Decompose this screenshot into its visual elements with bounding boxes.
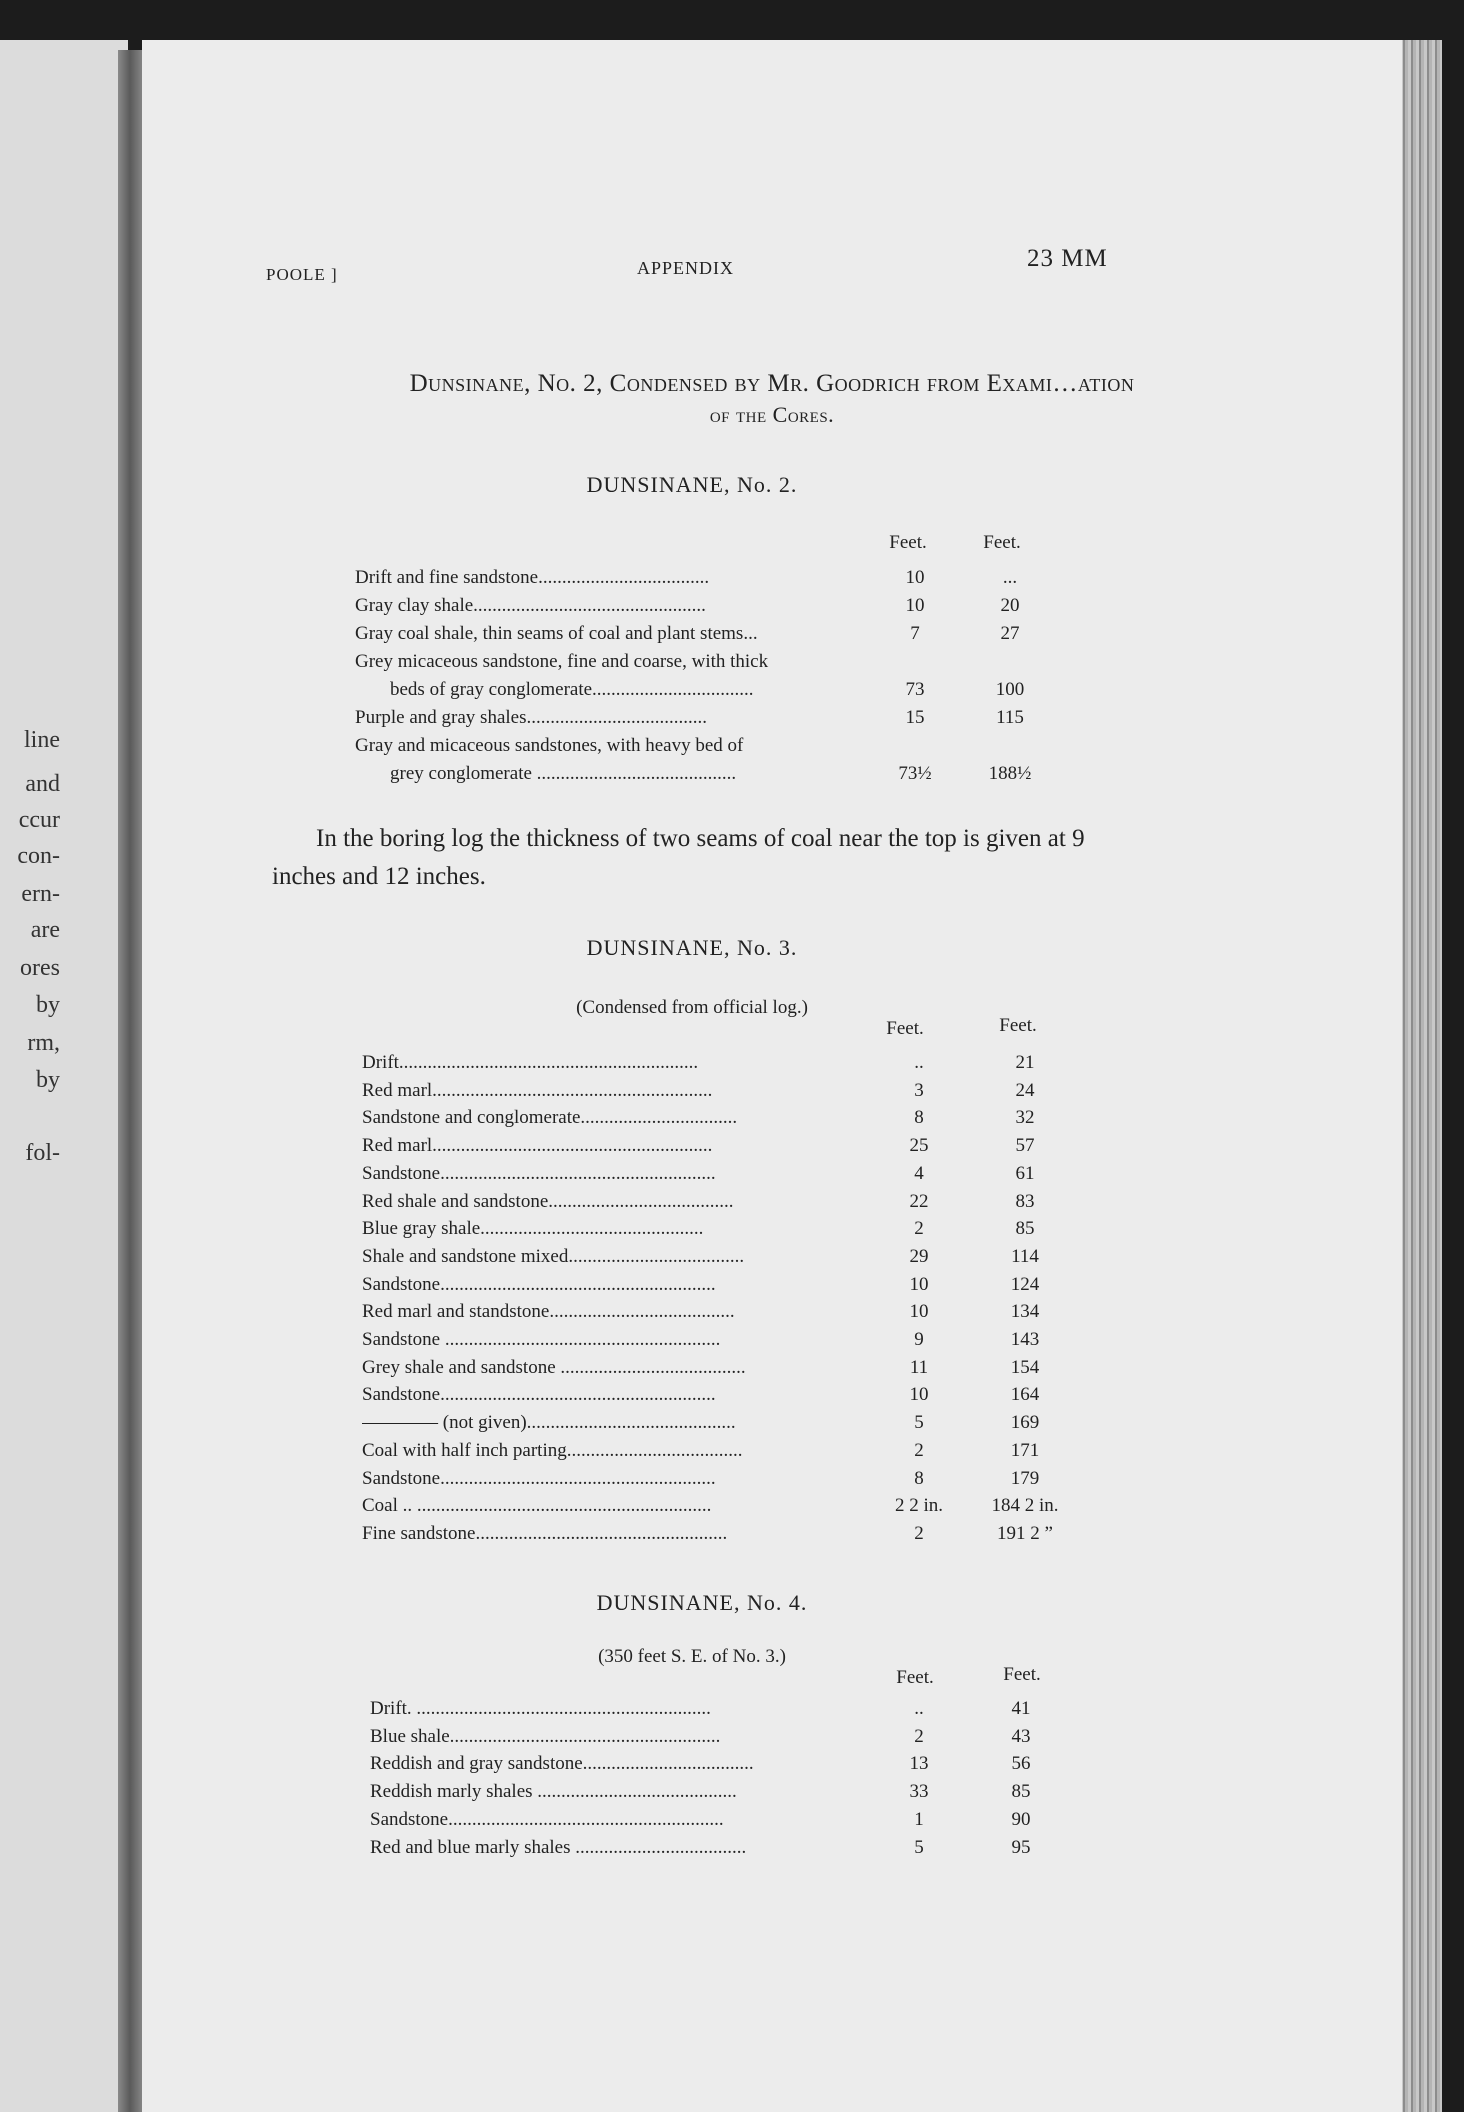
- row-thickness: 2: [914, 1218, 924, 1240]
- row-thickness: 5: [914, 1836, 924, 1858]
- row-label: Purple and gray shales......................................: [355, 707, 707, 728]
- row-depth: 143: [1010, 1329, 1040, 1350]
- row-depth: 27: [1000, 623, 1020, 644]
- table-row: [362, 1080, 1082, 1108]
- table-row: [355, 707, 1055, 735]
- table-row: [362, 1523, 1082, 1551]
- left-page-fragment: by: [36, 1067, 60, 1093]
- row-thickness: 13: [909, 1753, 929, 1775]
- table-row: [355, 595, 1055, 623]
- row-label: Gray coal shale, thin seams of coal and plant stems...: [355, 623, 758, 644]
- row-depth: 115: [996, 707, 1024, 728]
- left-page-fragment: are: [30, 917, 60, 943]
- col-header-feet-3b: Feet.: [999, 1015, 1037, 1036]
- left-page-fragment: rm,: [27, 1030, 60, 1056]
- row-thickness: 15: [905, 707, 925, 728]
- section-heading-4: DUNSINANE, No. 4.: [596, 1590, 808, 1615]
- row-label: Blue gray shale...............................................: [362, 1218, 704, 1240]
- row-thickness: 8: [914, 1107, 924, 1129]
- row-label: Drift. ..............................................................: [370, 1698, 711, 1719]
- left-page-fragment: line: [24, 727, 60, 753]
- row-label: Drift...............................................................: [362, 1052, 699, 1073]
- row-label: Sandstone..........................................................: [362, 1384, 716, 1406]
- table-row: [362, 1191, 1082, 1219]
- table-row: [362, 1412, 1082, 1440]
- row-depth: 57: [1015, 1135, 1035, 1157]
- row-depth: 95: [1011, 1836, 1031, 1858]
- col-header-feet-1: Feet.: [889, 532, 927, 553]
- row-label: Red marl...........................................................: [362, 1079, 713, 1101]
- row-label: Sandstone..........................................................: [370, 1808, 724, 1830]
- row-depth: 32: [1015, 1107, 1035, 1129]
- row-depth: 21: [1015, 1052, 1035, 1073]
- row-depth: 85: [1015, 1218, 1035, 1240]
- table-row: [362, 1135, 1082, 1163]
- row-label: Fine sandstone.....................................................: [362, 1522, 728, 1544]
- row-label: Gray and micaceous sandstones, with heavy bed of: [355, 735, 744, 756]
- row-depth: 43: [1011, 1725, 1031, 1747]
- table-row: [390, 763, 1055, 791]
- table-row: [362, 1301, 1082, 1329]
- section-note-4: (350 feet S. E. of No. 3.): [598, 1646, 786, 1667]
- table-row: [362, 1440, 1082, 1468]
- row-depth: 154: [1010, 1356, 1040, 1378]
- table-row: [362, 1274, 1082, 1302]
- table-row: [362, 1384, 1082, 1412]
- row-depth: 24: [1015, 1079, 1035, 1101]
- row-label: Sandstone..........................................................: [362, 1467, 716, 1489]
- table-row: [370, 1781, 1090, 1809]
- row-thickness: ..: [914, 1698, 924, 1719]
- row-thickness: 7: [910, 623, 920, 644]
- row-thickness: 22: [909, 1190, 929, 1212]
- row-thickness: 8: [914, 1467, 924, 1489]
- row-thickness: 10: [909, 1301, 929, 1323]
- row-thickness: 10: [909, 1273, 929, 1295]
- table-row: [362, 1163, 1082, 1191]
- row-depth: ...: [1002, 567, 1018, 588]
- table-row: [362, 1052, 1082, 1080]
- table-row: [355, 651, 1055, 679]
- page-number: 23 MM: [1027, 245, 1108, 272]
- left-page-fragment: ores: [20, 955, 60, 981]
- row-thickness: 9: [914, 1329, 924, 1350]
- row-label: Sandstone ..........................................................: [362, 1329, 721, 1350]
- table-row: [362, 1329, 1082, 1357]
- row-label: Red shale and sandstone.......................................: [362, 1190, 734, 1212]
- table-row: [362, 1246, 1082, 1274]
- table-row: [370, 1726, 1090, 1754]
- section-heading-3: DUNSINANE, No. 3.: [586, 935, 798, 960]
- row-depth: 184 2 in.: [991, 1495, 1059, 1517]
- table-row: [370, 1837, 1090, 1865]
- table-row: [362, 1218, 1082, 1246]
- row-label: Sandstone and conglomerate.................................: [362, 1107, 738, 1129]
- table-row: [362, 1107, 1082, 1135]
- row-thickness: ..: [914, 1052, 924, 1073]
- row-depth: 83: [1015, 1190, 1035, 1212]
- section-note-3: (Condensed from official log.): [576, 997, 808, 1018]
- row-depth: 90: [1011, 1808, 1031, 1830]
- row-thickness: 29: [909, 1245, 929, 1267]
- table-row: [370, 1809, 1090, 1837]
- row-depth: 56: [1011, 1753, 1031, 1775]
- row-thickness: 25: [909, 1135, 929, 1157]
- col-header-feet-4b: Feet.: [1003, 1664, 1041, 1685]
- row-label: Red marl and standstone.......................................: [362, 1301, 735, 1323]
- row-thickness: 2: [914, 1522, 924, 1544]
- col-header-feet-2: Feet.: [983, 532, 1021, 553]
- row-label: Red and blue marly shales ....................................: [370, 1836, 747, 1858]
- row-depth: 41: [1011, 1698, 1031, 1719]
- row-depth: 85: [1011, 1781, 1031, 1803]
- running-head-center: APPENDIX: [637, 258, 735, 278]
- row-thickness: 10: [905, 595, 925, 616]
- row-label: beds of gray conglomerate..................................: [390, 679, 754, 700]
- row-label: Drift and fine sandstone....................................: [355, 567, 710, 588]
- row-label: ———— (not given)............................................: [362, 1412, 736, 1434]
- row-label: Red marl...........................................................: [362, 1135, 713, 1157]
- row-label: Blue shale.........................................................: [370, 1725, 721, 1747]
- left-page-fragment: ern-: [21, 881, 60, 907]
- row-depth: 191 2 ”: [997, 1522, 1053, 1544]
- table-row: [370, 1698, 1090, 1726]
- table-row: [355, 567, 1055, 595]
- table-row: [390, 679, 1055, 707]
- row-depth: 164: [1010, 1384, 1040, 1406]
- paragraph: In the boring log the thickness of two seams of coal near the top is given at 9 inches and 12 inches.: [272, 825, 1085, 890]
- row-thickness: 73½: [898, 763, 932, 784]
- row-depth: 134: [1010, 1301, 1040, 1323]
- row-label: Gray clay shale.................................................: [355, 595, 706, 616]
- row-depth: 171: [1010, 1439, 1040, 1461]
- row-label: Sandstone..........................................................: [362, 1162, 716, 1184]
- row-depth: 179: [1010, 1467, 1040, 1489]
- row-label: Grey shale and sandstone .......................................: [362, 1356, 746, 1378]
- running-head-left: POOLE ]: [266, 265, 338, 284]
- left-page-fragment: con-: [17, 843, 60, 869]
- row-label: Grey micaceous sandstone, fine and coarse, with thick: [355, 651, 769, 672]
- row-thickness: 2 2 in.: [894, 1495, 944, 1517]
- left-page-fragment: and: [25, 771, 60, 797]
- row-label: Reddish and gray sandstone....................................: [370, 1753, 754, 1775]
- left-page-fragment: ccur: [18, 807, 60, 833]
- row-label: Sandstone..........................................................: [362, 1273, 716, 1295]
- table-row: [362, 1357, 1082, 1385]
- section-heading-2: DUNSINANE, No. 2.: [586, 472, 798, 497]
- row-depth: 188½: [988, 763, 1032, 784]
- table-row: [370, 1753, 1090, 1781]
- row-depth: 124: [1010, 1273, 1040, 1295]
- row-thickness: 73: [905, 679, 925, 700]
- row-thickness: 4: [914, 1162, 924, 1184]
- book-page: [142, 40, 1402, 2112]
- row-label: Reddish marly shales ..........................................: [370, 1781, 737, 1803]
- row-depth: 20: [1000, 595, 1020, 616]
- row-thickness: 1: [914, 1808, 924, 1830]
- page-title-line2: of the Cores.: [709, 402, 835, 427]
- row-depth: 169: [1010, 1412, 1040, 1434]
- left-page-fragment: fol-: [25, 1140, 60, 1166]
- row-label: Coal .. ..............................................................: [362, 1495, 712, 1517]
- col-header-feet-3a: Feet.: [886, 1018, 924, 1039]
- row-depth: 100: [995, 679, 1025, 700]
- page-title-line1: Dunsinane, No. 2, Condensed by Mr. Goodrich from Exami…ation: [409, 370, 1135, 397]
- row-thickness: 10: [909, 1384, 929, 1406]
- table-row: [355, 735, 1055, 763]
- table-row: [362, 1468, 1082, 1496]
- row-thickness: 2: [914, 1725, 924, 1747]
- row-thickness: 33: [909, 1781, 929, 1803]
- table-row: [355, 623, 1055, 651]
- row-thickness: 2: [914, 1439, 924, 1461]
- row-label: Coal with half inch parting.....................................: [362, 1439, 743, 1461]
- row-label: grey conglomerate ..........................................: [390, 763, 737, 784]
- row-thickness: 3: [914, 1079, 924, 1101]
- col-header-feet-4a: Feet.: [896, 1667, 934, 1688]
- row-depth: 114: [1011, 1245, 1039, 1267]
- row-depth: 61: [1015, 1162, 1035, 1184]
- row-thickness: 10: [905, 567, 925, 588]
- row-thickness: 5: [914, 1412, 924, 1434]
- table-row: [362, 1495, 1082, 1523]
- row-label: Shale and sandstone mixed.....................................: [362, 1245, 745, 1267]
- left-page-fragment: by: [36, 992, 60, 1018]
- row-thickness: 11: [909, 1356, 929, 1378]
